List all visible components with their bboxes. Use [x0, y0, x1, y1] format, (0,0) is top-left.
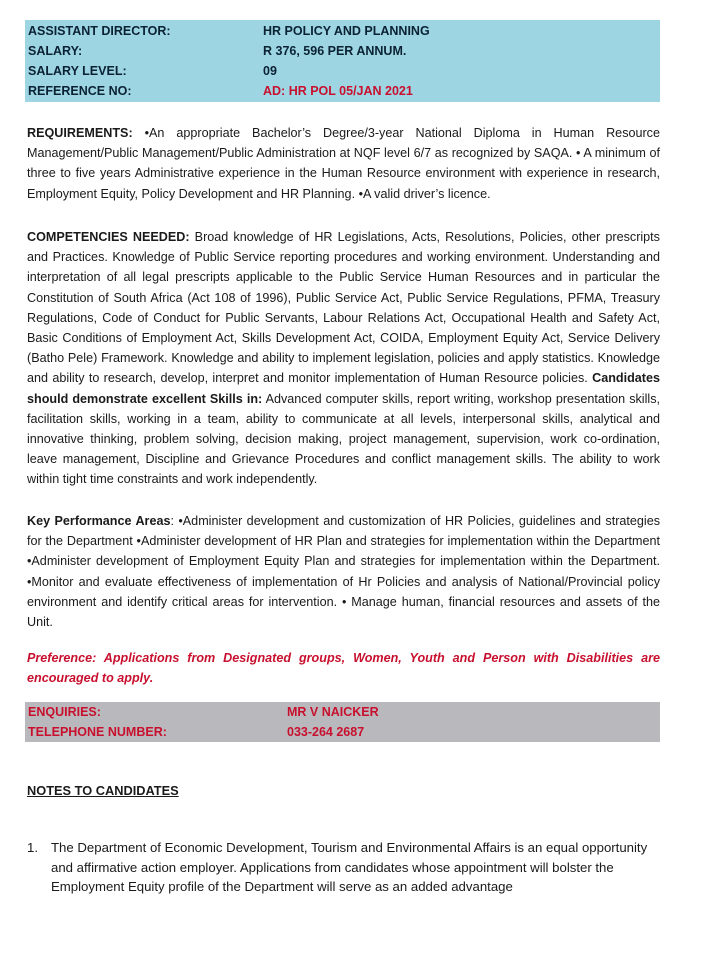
skills-heading: Candidates should demonstrate excellent Skills in:: [27, 371, 660, 406]
enquiries-value: MR V NAICKER: [287, 705, 379, 719]
note-number: 1.: [27, 840, 38, 855]
salary-level-label: SALARY LEVEL:: [28, 64, 127, 78]
requirements-text: •An appropriate Bachelor’s Degree/3-year National Diploma in Human Resource Management/Public Management/Public Administration at NQF level 6/7 as recognized by SAQA. • A minimum of three to five years Administrative experience in the Human Resource environment with experience in research, Employment Equity, Policy Development and HR Planning. •A valid driver’s licence.: [27, 126, 660, 201]
position-info-table: [25, 20, 660, 102]
enquiries-table: [25, 702, 660, 742]
preference-note: Preference: Applications from Designated groups, Women, Youth and Person with Disabilities are encouraged to apply.: [27, 651, 660, 686]
competencies-paragraph: [27, 227, 660, 490]
position-label: ASSISTANT DIRECTOR:: [28, 24, 171, 38]
telephone-row: [25, 722, 660, 742]
kpa-text: : •Administer development and customization of HR Policies, guidelines and strategies for the Department •Administer development of HR Plan and strategies for implementation within the Department •Administer development of Employment Equity Plan and strategies for implementation within the Department. •Monitor and evaluate effectiveness of implementation of Hr Policies and analysis of National/Provincial policy environment and identify critical areas for intervention. • Manage human, financial resources and assets of the Unit.: [27, 514, 661, 630]
salary-label: SALARY:: [28, 44, 83, 58]
salary-row: [25, 41, 660, 61]
competencies-text: Broad knowledge of HR Legislations, Acts, Resolutions, Policies, other prescripts and Practices. Knowledge of Public Service reporting procedures and working environment. Understanding and interpretation of all legal prescripts applicable to the Public Service Human Resources and in particular the Constitution of South Africa (Act 108 of 1996), Public Service Act, Public Service Regulations, PFMA, Treasury Regulations, Code of Conduct for Public Servants, Labour Relations Act, Occupational Health and Safety Act, Basic Conditions of Employment Act, Skills Development Act, COIDA, Employment Equity Act, Service Delivery (Batho Pele) Framework. Knowledge and ability to implement legislation, policies and apply statistics. Knowledge and ability to research, develop, interpret and monitor implementation of Human Resource policies.: [27, 230, 660, 386]
salary-level-row: [25, 61, 660, 81]
enquiries-row: [25, 702, 660, 722]
telephone-value: 033-264 2687: [287, 725, 365, 739]
reference-label: REFERENCE NO:: [28, 84, 132, 98]
salary-level-value: 09: [263, 64, 277, 78]
position-row: [25, 21, 660, 41]
enquiries-label: ENQUIRIES:: [28, 705, 101, 719]
note-text: The Department of Economic Development, Tourism and Environmental Affairs is an equal opportunity and affirmative action employer. Applications from candidates whose appointment will bolster the Employment Equity profile of the Department will serve as an added advantage: [51, 840, 648, 894]
kpa-heading: Key Performance Areas: [27, 514, 171, 528]
notes-heading: NOTES TO CANDIDATES: [27, 783, 179, 798]
reference-value: AD: HR POL 05/JAN 2021: [263, 84, 413, 98]
telephone-label: TELEPHONE NUMBER:: [28, 725, 167, 739]
salary-value: R 376, 596 PER ANNUM.: [263, 44, 407, 58]
kpa-paragraph: [27, 511, 660, 632]
position-value: HR POLICY AND PLANNING: [263, 24, 430, 38]
requirements-paragraph: [27, 123, 660, 204]
competencies-heading: COMPETENCIES NEEDED:: [27, 230, 190, 244]
skills-text: Advanced computer skills, report writing, workshop presentation skills, facilitation skills, working in a team, ability to communicate at all levels, interpersonal skills, analytical and innovative thinking, problem solving, decision making, project management, supervision, work co-ordination, leave management, Discipline and Grievance Procedures and conflict management skills. The ability to work within tight time constraints and work independently.: [27, 391, 660, 487]
reference-row: [25, 81, 660, 101]
requirements-heading: REQUIREMENTS:: [27, 126, 133, 140]
